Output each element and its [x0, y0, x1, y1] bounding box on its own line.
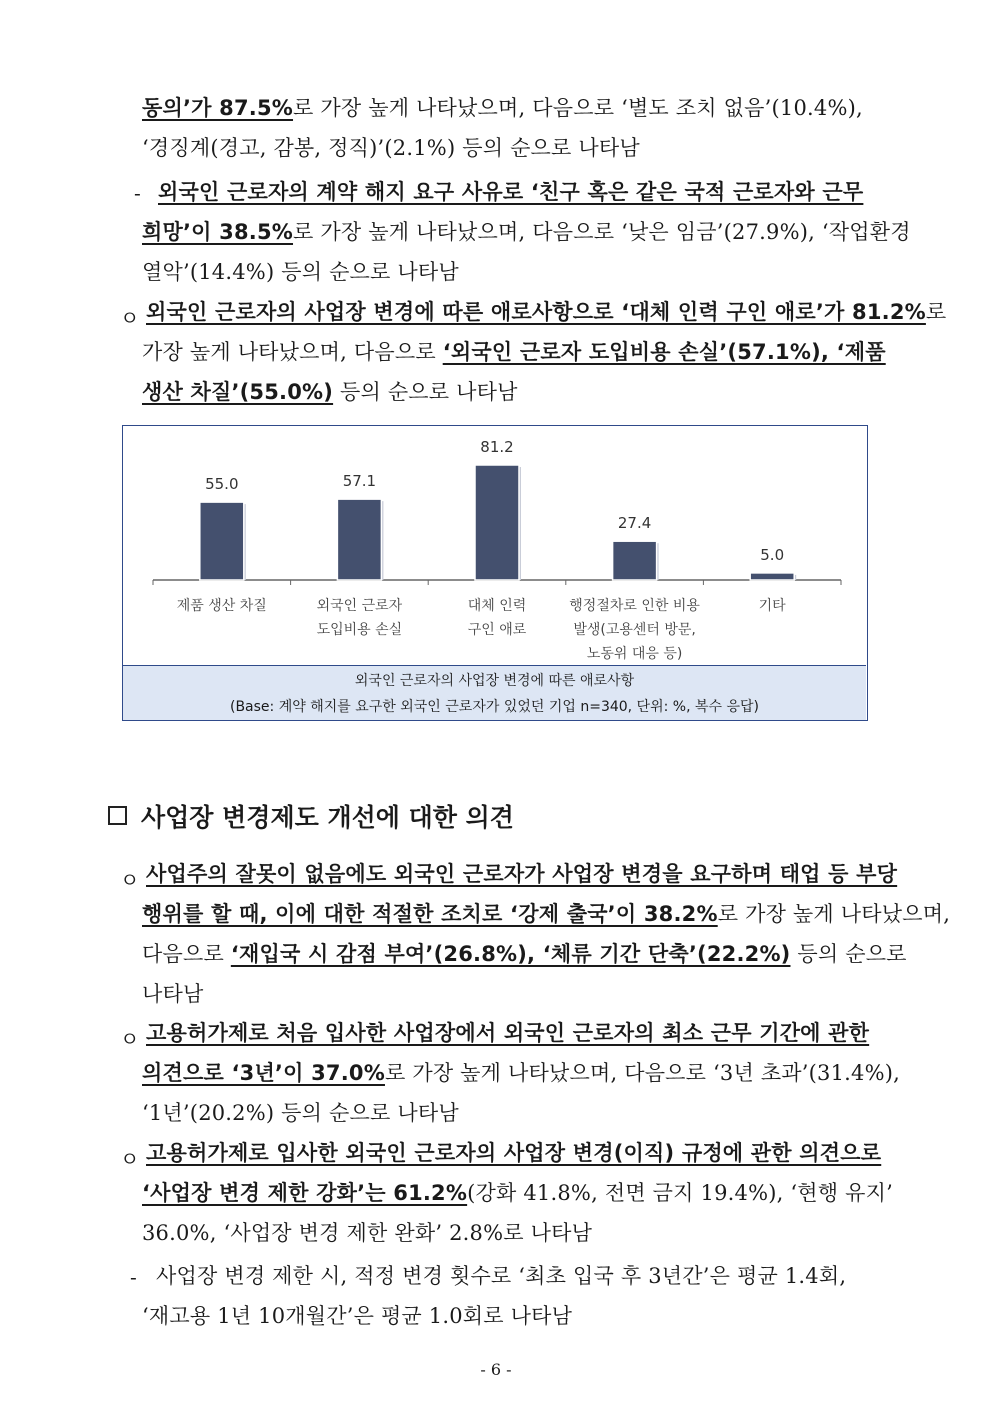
- category-label: 외국인 근로자: [316, 598, 403, 614]
- category-label: 발생(고용센터 방문,: [573, 622, 696, 638]
- highlight-text: 고용허가제로 처음 입사한 사업장에서 외국인 근로자의 최소 근무 기간에 관한: [146, 1021, 870, 1045]
- paragraph-discipline-result: [142, 88, 902, 168]
- highlight-text: ‘사업장 변경 제한 강화’는 61.2%: [142, 1181, 468, 1205]
- paragraph-termination-reason: [142, 172, 911, 292]
- body-text: 사업장 변경 제한 시, 적정 변경 횟수로 ‘최초 입국 후 3년간’은 평균 1.4회,: [156, 1264, 847, 1288]
- highlight-text: 사업주의 잘못이 없음에도 외국인 근로자가 사업장 변경을 요구하며 태업 등 부당: [146, 862, 898, 886]
- highlight-text: 외국인 근로자의 계약 해지 요구 사유로 ‘친구 혹은 같은 국적 근로자와 근무: [158, 180, 864, 204]
- paragraph-unfair-conduct-measure: [142, 854, 951, 1014]
- bar: [475, 465, 519, 580]
- category-label: 대체 인력: [467, 598, 527, 614]
- data-label: 5.0: [760, 545, 785, 564]
- paragraph-workplace-change-rule: [142, 1133, 902, 1253]
- highlight-text: 고용허가제로 입사한 외국인 근로자의 사업장 변경(이직) 규정에 관한 의견으로: [146, 1141, 882, 1165]
- page-number: - 6 -: [480, 1360, 512, 1379]
- body-text: 다음으로: [142, 942, 231, 966]
- body-text: 가장 높게 나타났으며, 다음으로: [142, 340, 443, 364]
- category-label: 기타: [758, 598, 786, 614]
- category-label: 행정절차로 인한 비용: [569, 598, 700, 614]
- highlight-text: ‘재입국 시 감점 부여’(26.8%), ‘체류 기간 단축’(22.2%): [230, 942, 791, 966]
- data-label: 27.4: [617, 514, 652, 533]
- body-text: 열악’(14.4%) 등의 순으로 나타남: [142, 260, 459, 284]
- bar: [750, 573, 794, 580]
- category-label: 노동위 대응 등): [586, 646, 683, 662]
- paragraph-workplace-change-difficulty: [142, 292, 947, 412]
- body-text: 로 가장 높게 나타났으며, 다음으로 ‘별도 조치 없음’(10.4%),: [293, 96, 863, 120]
- circle-bullet: ㅇ: [120, 1147, 140, 1171]
- circle-bullet: ㅇ: [120, 868, 140, 892]
- bar: [613, 541, 657, 580]
- chart-subtitle: (Base: 계약 해지를 요구한 외국인 근로자가 있었던 기업 n=340, 단위: %, 복수 응답): [229, 699, 759, 715]
- highlight-text: 의견으로 ‘3년’이 37.0%: [142, 1061, 385, 1085]
- chart-title: 외국인 근로자의 사업장 변경에 따른 애로사항: [354, 673, 635, 689]
- body-text: 로 가장 높게 나타났으며, 다음으로 ‘낮은 임금’(27.9%), ‘작업환경: [293, 220, 911, 244]
- circle-bullet: ㅇ: [120, 1027, 140, 1051]
- paragraph-minimum-work-period: [142, 1013, 902, 1133]
- body-text: 로: [925, 300, 947, 324]
- dash-marker: -: [134, 181, 141, 205]
- circle-bullet: ㅇ: [120, 306, 140, 330]
- bar-chart: [123, 426, 866, 664]
- body-text: (강화 41.8%, 전면 금지 19.4%), ‘현행 유지’: [467, 1181, 893, 1205]
- dash-marker: -: [130, 1265, 137, 1289]
- chart-caption: [123, 665, 866, 720]
- body-text: 나타남: [142, 982, 204, 1006]
- bar: [337, 499, 381, 580]
- data-label: 81.2: [480, 438, 514, 456]
- section-heading: [108, 798, 514, 834]
- body-text: 로 가장 높게 나타났으며, 다음으로 ‘3년 초과’(31.4%),: [384, 1061, 901, 1085]
- bar: [200, 502, 244, 580]
- paragraph-change-count: [142, 1256, 902, 1336]
- section-title: 사업장 변경제도 개선에 대한 의견: [141, 803, 514, 832]
- data-label: 55.0: [205, 475, 239, 494]
- body-text: ‘1년’(20.2%) 등의 순으로 나타남: [142, 1101, 459, 1125]
- highlight-text: 생산 차질’(55.0%): [142, 380, 334, 404]
- highlight-text: 외국인 근로자의 사업장 변경에 따른 애로사항으로 ‘대체 인력 구인 애로’가 81.2%: [146, 300, 926, 324]
- square-bullet-icon: [108, 806, 127, 825]
- category-label: 도입비용 손실: [316, 622, 403, 638]
- data-label: 57.1: [342, 472, 377, 491]
- highlight-text: 동의’가 87.5%: [142, 96, 294, 120]
- body-text: ‘경징계(경고, 감봉, 정직)’(2.1%) 등의 순으로 나타남: [142, 136, 640, 160]
- highlight-text: 행위를 할 때, 이에 대한 적절한 조치로 ‘강제 출국’이 38.2%: [142, 902, 718, 926]
- highlight-text: ‘외국인 근로자 도입비용 손실’(57.1%), ‘제품: [442, 340, 886, 364]
- body-text: ‘재고용 1년 10개월간’은 평균 1.0회로 나타남: [142, 1304, 573, 1328]
- body-text: 로 가장 높게 나타났으며,: [717, 902, 951, 926]
- highlight-text: 희망’이 38.5%: [142, 220, 294, 244]
- category-label: 구인 애로: [467, 622, 527, 638]
- chart-container: [122, 425, 868, 721]
- body-text: 36.0%, ‘사업장 변경 제한 완화’ 2.8%로 나타남: [142, 1221, 593, 1245]
- body-text: 등의 순으로: [790, 942, 907, 966]
- category-label: 제품 생산 차질: [176, 598, 267, 614]
- body-text: 등의 순으로 나타남: [333, 380, 518, 404]
